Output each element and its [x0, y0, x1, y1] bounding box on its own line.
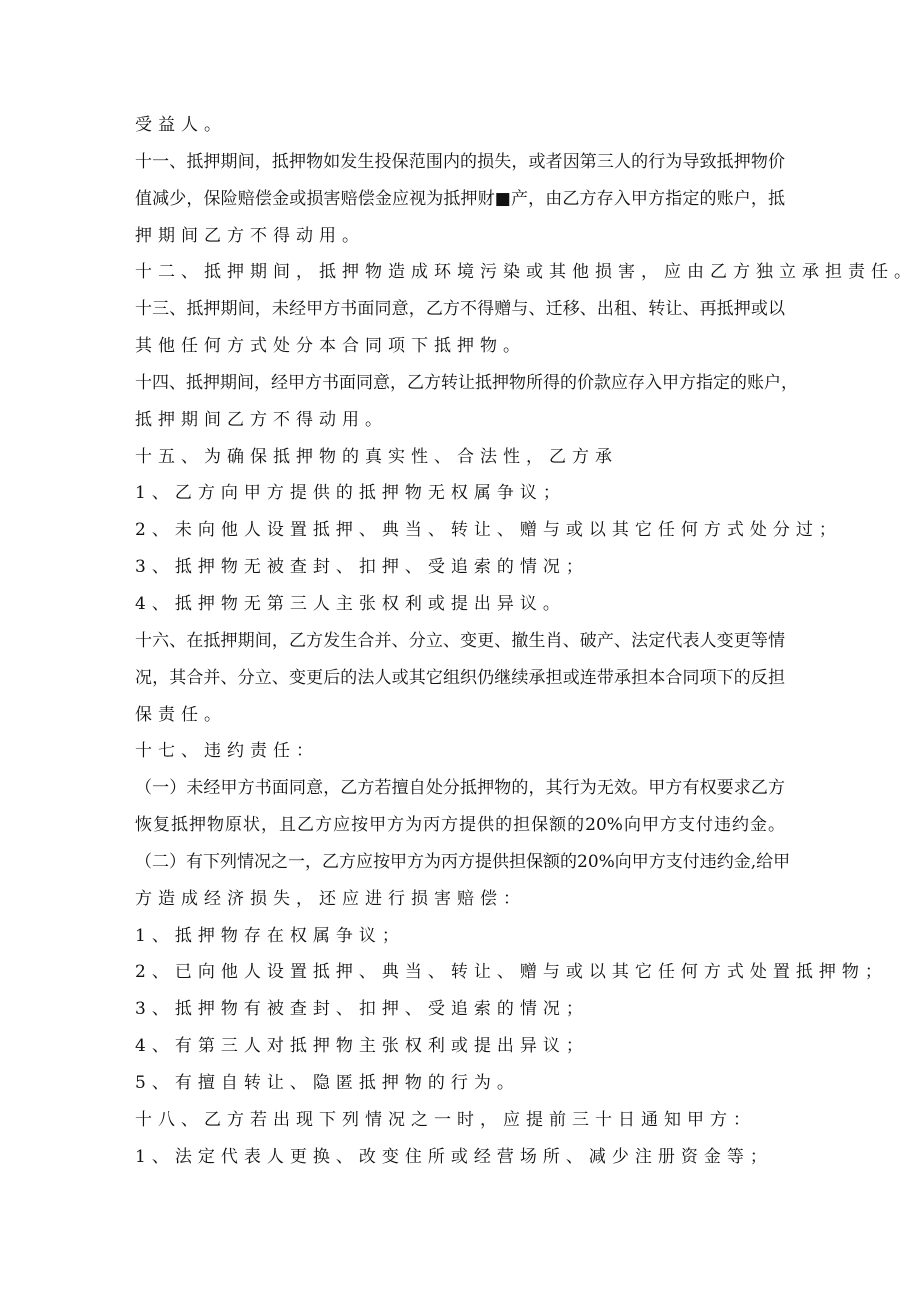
text-line: 3、抵押物无被查封、扣押、受追索的情况；	[135, 557, 589, 578]
text-line: 押期间乙方不得动用。	[135, 225, 365, 246]
text-line: 1、抵押物存在权属争议；	[135, 925, 405, 946]
text-line: 4、有第三人对抵押物主张权利或提出异议；	[135, 1036, 589, 1057]
text-line: 十六、在抵押期间，乙方发生合并、分立、变更、撤生肖、破产、法定代表人变更等情	[135, 630, 785, 651]
text-line: 3、抵押物有被查封、扣押、受追索的情况；	[135, 999, 589, 1020]
text-line: 1、法定代表人更换、改变住所或经营场所、减少注册资金等；	[135, 1146, 773, 1167]
text-line: （一）未经甲方书面同意，乙方若擅自处分抵押物的，其行为无效。甲方有权要求乙方	[135, 778, 785, 799]
text-line: 方造成经济损失，还应进行损害赔偿：	[135, 888, 526, 909]
text-line: 十二、抵押期间，抵押物造成环境污染或其他损害，应由乙方独立承担责任。	[135, 262, 917, 283]
text-line: 抵押期间乙方不得动用。	[135, 409, 388, 430]
document-body	[135, 112, 917, 1180]
text-line: （二）有下列情况之一，乙方应按甲方为丙方提供担保额的20%向甲方支付违约金,给甲	[135, 851, 791, 872]
text-line: 4、抵押物无第三人主张权利或提出异议。	[135, 593, 566, 614]
text-line: 受益人。	[135, 115, 227, 135]
text-line: 其他任何方式处分本合同项下抵押物。	[135, 336, 526, 357]
text-line: 十八、乙方若出现下列情况之一时，应提前三十日通知甲方：	[135, 1109, 756, 1130]
text-line: 十七、违约责任：	[135, 741, 319, 762]
text-line: 1、乙方向甲方提供的抵押物无权属争议；	[135, 483, 566, 504]
text-line: 5、有擅自转让、隐匿抵押物的行为。	[135, 1072, 520, 1093]
text-line: 恢复抵押物原状，且乙方应按甲方为丙方提供的担保额的20%向甲方支付违约金。	[135, 815, 785, 836]
text-line: 保责任。	[135, 704, 227, 725]
text-line: 十一、抵押期间，抵押物如发生投保范围内的损失，或者因第三人的行为导致抵押物价	[135, 151, 785, 172]
text-line: 十四、抵押期间，经甲方书面同意，乙方转让抵押物所得的价款应存入甲方指定的账户，	[135, 372, 798, 393]
text-line: 十三、抵押期间，未经甲方书面同意，乙方不得赠与、迁移、出租、转让、再抵押或以	[135, 299, 785, 320]
text-line: 值减少，保险赔偿金或损害赔偿金应视为抵押财■产，由乙方存入甲方指定的账户，抵	[135, 188, 785, 209]
text-line: 十五、为确保抵押物的真实性、合法性，乙方承	[135, 446, 618, 467]
text-line: 2、已向他人设置抵押、典当、转让、赠与或以其它任何方式处置抵押物；	[135, 962, 888, 983]
text-line: 况，其合并、分立、变更后的法人或其它组织仍继续承担或连带承担本合同项下的反担	[135, 667, 785, 688]
text-line: 2、未向他人设置抵押、典当、转让、赠与或以其它任何方式处分过；	[135, 520, 842, 541]
